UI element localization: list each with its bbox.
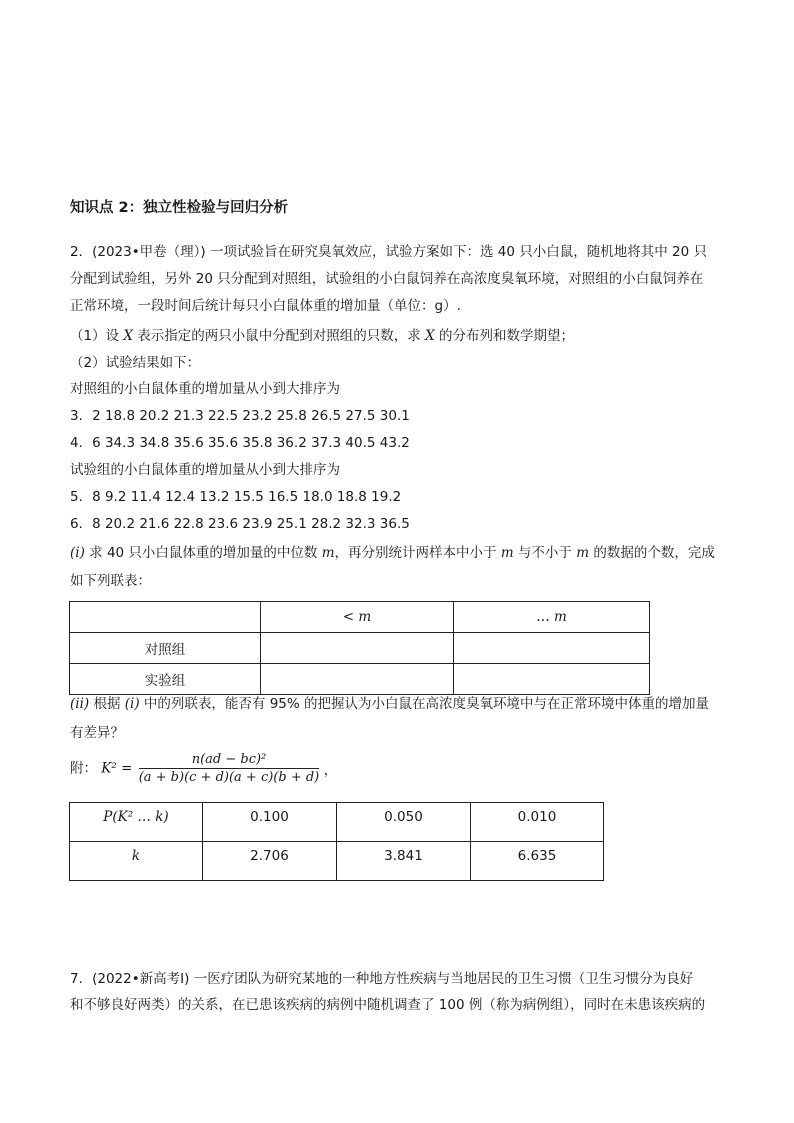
sub-i-text-b: ，再分别统计两样本中小于 [334, 545, 501, 561]
section-heading: 知识点 2：独立性检验与回归分析 [70, 200, 289, 216]
formula-lhs: K² = [101, 760, 133, 777]
header-not-less-than-m: … m [454, 602, 650, 633]
subquestion-ii-line2: 有差异？ [70, 725, 124, 741]
k-value: 3.841 [337, 842, 471, 881]
contingency-table [69, 601, 650, 695]
problem2-line3: 正常环境，一段时间后统计每只小白鼠体重的增加量（单位：g）. [70, 298, 461, 314]
k-value: 6.635 [471, 842, 604, 881]
sub-ii-text-b: 中的列联表，能否有 95% 的把握认为小白鼠在高浓度臭氧环境中与在正常环境中体重的增加量 [139, 696, 710, 712]
table-cell-empty [70, 602, 261, 633]
table-row [70, 803, 604, 842]
problem2-line1: 2．(2023•甲卷（理）) 一项试验旨在研究臭氧效应，试验方案如下：选 40 只小白鼠，随机地将其中 20 只 [70, 244, 708, 260]
table-row [70, 664, 650, 695]
problem7-line1: 7．(2022•新高考Ⅰ) 一医疗团队为研究某地的一种地方性疾病与当地居民的卫生习惯（卫生习惯分为良好 [70, 971, 694, 987]
table-cell-empty [454, 664, 650, 695]
sub-ii-label: (ii) [70, 696, 90, 712]
part1-text-c: 的分布列和数学期望； [434, 328, 575, 344]
table-row [70, 633, 650, 664]
control-title: 对照组的小白鼠体重的增加量从小到大排序为 [70, 381, 340, 397]
var-m: m [500, 545, 514, 561]
var-x: X [425, 328, 435, 344]
p-value: 0.100 [203, 803, 337, 842]
k-value: 2.706 [203, 842, 337, 881]
sub-i-text-a: 求 40 只小白鼠体重的增加量的中位数 [84, 545, 322, 561]
problem7-line2: 和不够良好两类）的关系，在已患该疾病的病例中随机调查了 100 例（称为病例组），同时在未患该疾病的 [70, 997, 706, 1013]
formula-numerator: n(ad − bc)² [139, 752, 320, 769]
sub-i-text-d: 的数据的个数，完成 [589, 545, 715, 561]
table-cell-empty [261, 664, 454, 695]
table-row [70, 602, 650, 633]
control-row2: 4．6 34.3 34.8 35.6 35.6 35.8 36.2 37.3 40.5 43.2 [70, 435, 410, 451]
subquestion-ii [70, 698, 709, 712]
formula-fraction [139, 752, 320, 785]
experiment-row2: 6．8 20.2 21.6 22.8 23.6 23.9 25.1 28.2 32.3 36.5 [70, 516, 410, 532]
sub-i-label: (i) [70, 545, 85, 561]
formula-denominator: (a + b)(c + d)(a + c)(b + d) [138, 770, 320, 785]
appendix-label: 附： [70, 760, 97, 777]
subquestion-i-line2: 如下列联表： [70, 573, 151, 589]
problem2-part1 [70, 330, 574, 344]
problem2-line2: 分配到试验组，另外 20 只分配到对照组，试验组的小白鼠饲养在高浓度臭氧环境，对照组的小白鼠饲养在 [70, 271, 704, 287]
header-less-than-m: < m [261, 602, 454, 633]
experiment-title: 试验组的小白鼠体重的增加量从小到大排序为 [70, 462, 340, 478]
critical-value-table [69, 802, 604, 881]
p-value: 0.050 [337, 803, 471, 842]
part1-text-a: （1）设 [70, 328, 124, 344]
var-m: m [576, 545, 590, 561]
part1-text-b: 表示指定的两只小鼠中分配到对照组的只数，求 [133, 328, 426, 344]
var-m: m [321, 545, 335, 561]
row-label-control: 对照组 [70, 633, 261, 664]
table-cell-empty [454, 633, 650, 664]
subquestion-i [70, 547, 715, 561]
problem2-part2: （2）试验结果如下： [70, 355, 201, 371]
p-label: P(K² … k) [70, 803, 203, 842]
k-label: k [70, 842, 203, 881]
control-row1: 3．2 18.8 20.2 21.3 22.5 23.2 25.8 26.5 27.5 30.1 [70, 408, 410, 424]
chi-square-formula [70, 752, 337, 785]
var-x: X [123, 328, 134, 344]
table-row [70, 842, 604, 881]
table-cell-empty [261, 633, 454, 664]
sub-ii-ref: (i) [124, 696, 140, 712]
sub-ii-text-a: 根据 [89, 696, 125, 712]
experiment-row1: 5．8 9.2 11.4 12.4 13.2 15.5 16.5 18.0 18.8 19.2 [70, 489, 402, 505]
sub-i-text-c: 与不小于 [513, 545, 577, 561]
row-label-experiment: 实验组 [70, 664, 261, 695]
p-value: 0.010 [471, 803, 604, 842]
formula-tail: ， [323, 762, 338, 779]
